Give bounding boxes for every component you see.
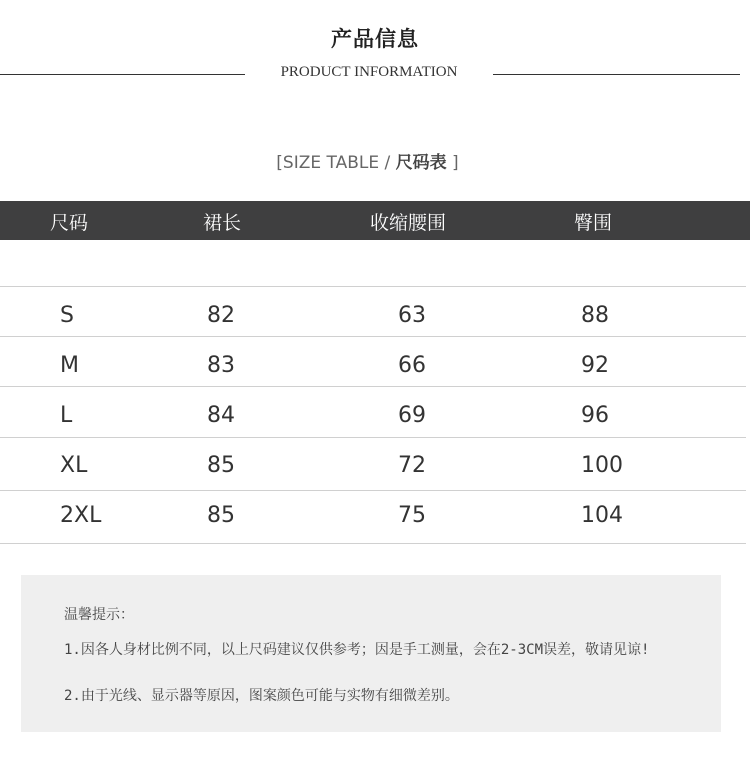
cell-size: 2XL: [60, 503, 102, 528]
size-table-title: [0, 148, 735, 173]
notes-line-1: 1.因各人身材比例不同，以上尺码建议仅供参考；因是手工测量，会在2-3CM误差，敬请见谅!: [64, 642, 650, 658]
cell-waist: 63: [398, 303, 426, 328]
cell-waist: 75: [398, 503, 426, 528]
cell-hip: 88: [581, 303, 609, 328]
table-divider: [0, 543, 746, 544]
table-divider: [0, 336, 746, 337]
cell-hip: 92: [581, 353, 609, 378]
page-title: 产品信息: [331, 27, 419, 51]
cell-waist: 72: [398, 453, 426, 478]
cell-size: L: [60, 403, 73, 428]
cell-length: 83: [207, 353, 235, 378]
cell-size: M: [60, 353, 79, 378]
cell-size: XL: [60, 453, 88, 478]
column-header-hip: 臀围: [574, 212, 613, 234]
size-table-title-cn: 尺码表: [395, 153, 447, 173]
cell-size: S: [60, 303, 74, 328]
cell-hip: 104: [581, 503, 623, 528]
divider-left: [0, 74, 245, 75]
size-table-title-close: ]: [446, 153, 459, 173]
notes-title: 温馨提示：: [64, 607, 134, 623]
cell-hip: 96: [581, 403, 609, 428]
cell-length: 85: [207, 453, 235, 478]
size-table-header: [0, 201, 750, 240]
column-header-waist: 收缩腰围: [370, 212, 447, 234]
notes-box: [21, 575, 721, 732]
notes-line-2: 2.由于光线、显示器等原因，图案颜色可能与实物有细微差别。: [64, 688, 459, 704]
table-divider: [0, 286, 746, 287]
size-table-title-open: [SIZE TABLE /: [276, 153, 396, 173]
divider-right: [493, 74, 740, 75]
table-divider: [0, 490, 746, 491]
cell-waist: 69: [398, 403, 426, 428]
table-divider: [0, 437, 746, 438]
cell-hip: 100: [581, 453, 623, 478]
column-header-size: 尺码: [50, 212, 89, 234]
page-subtitle: PRODUCT INFORMATION: [280, 64, 458, 80]
cell-length: 82: [207, 303, 235, 328]
column-header-length: 裙长: [203, 212, 242, 234]
table-divider: [0, 386, 746, 387]
cell-waist: 66: [398, 353, 426, 378]
cell-length: 84: [207, 403, 235, 428]
cell-length: 85: [207, 503, 235, 528]
